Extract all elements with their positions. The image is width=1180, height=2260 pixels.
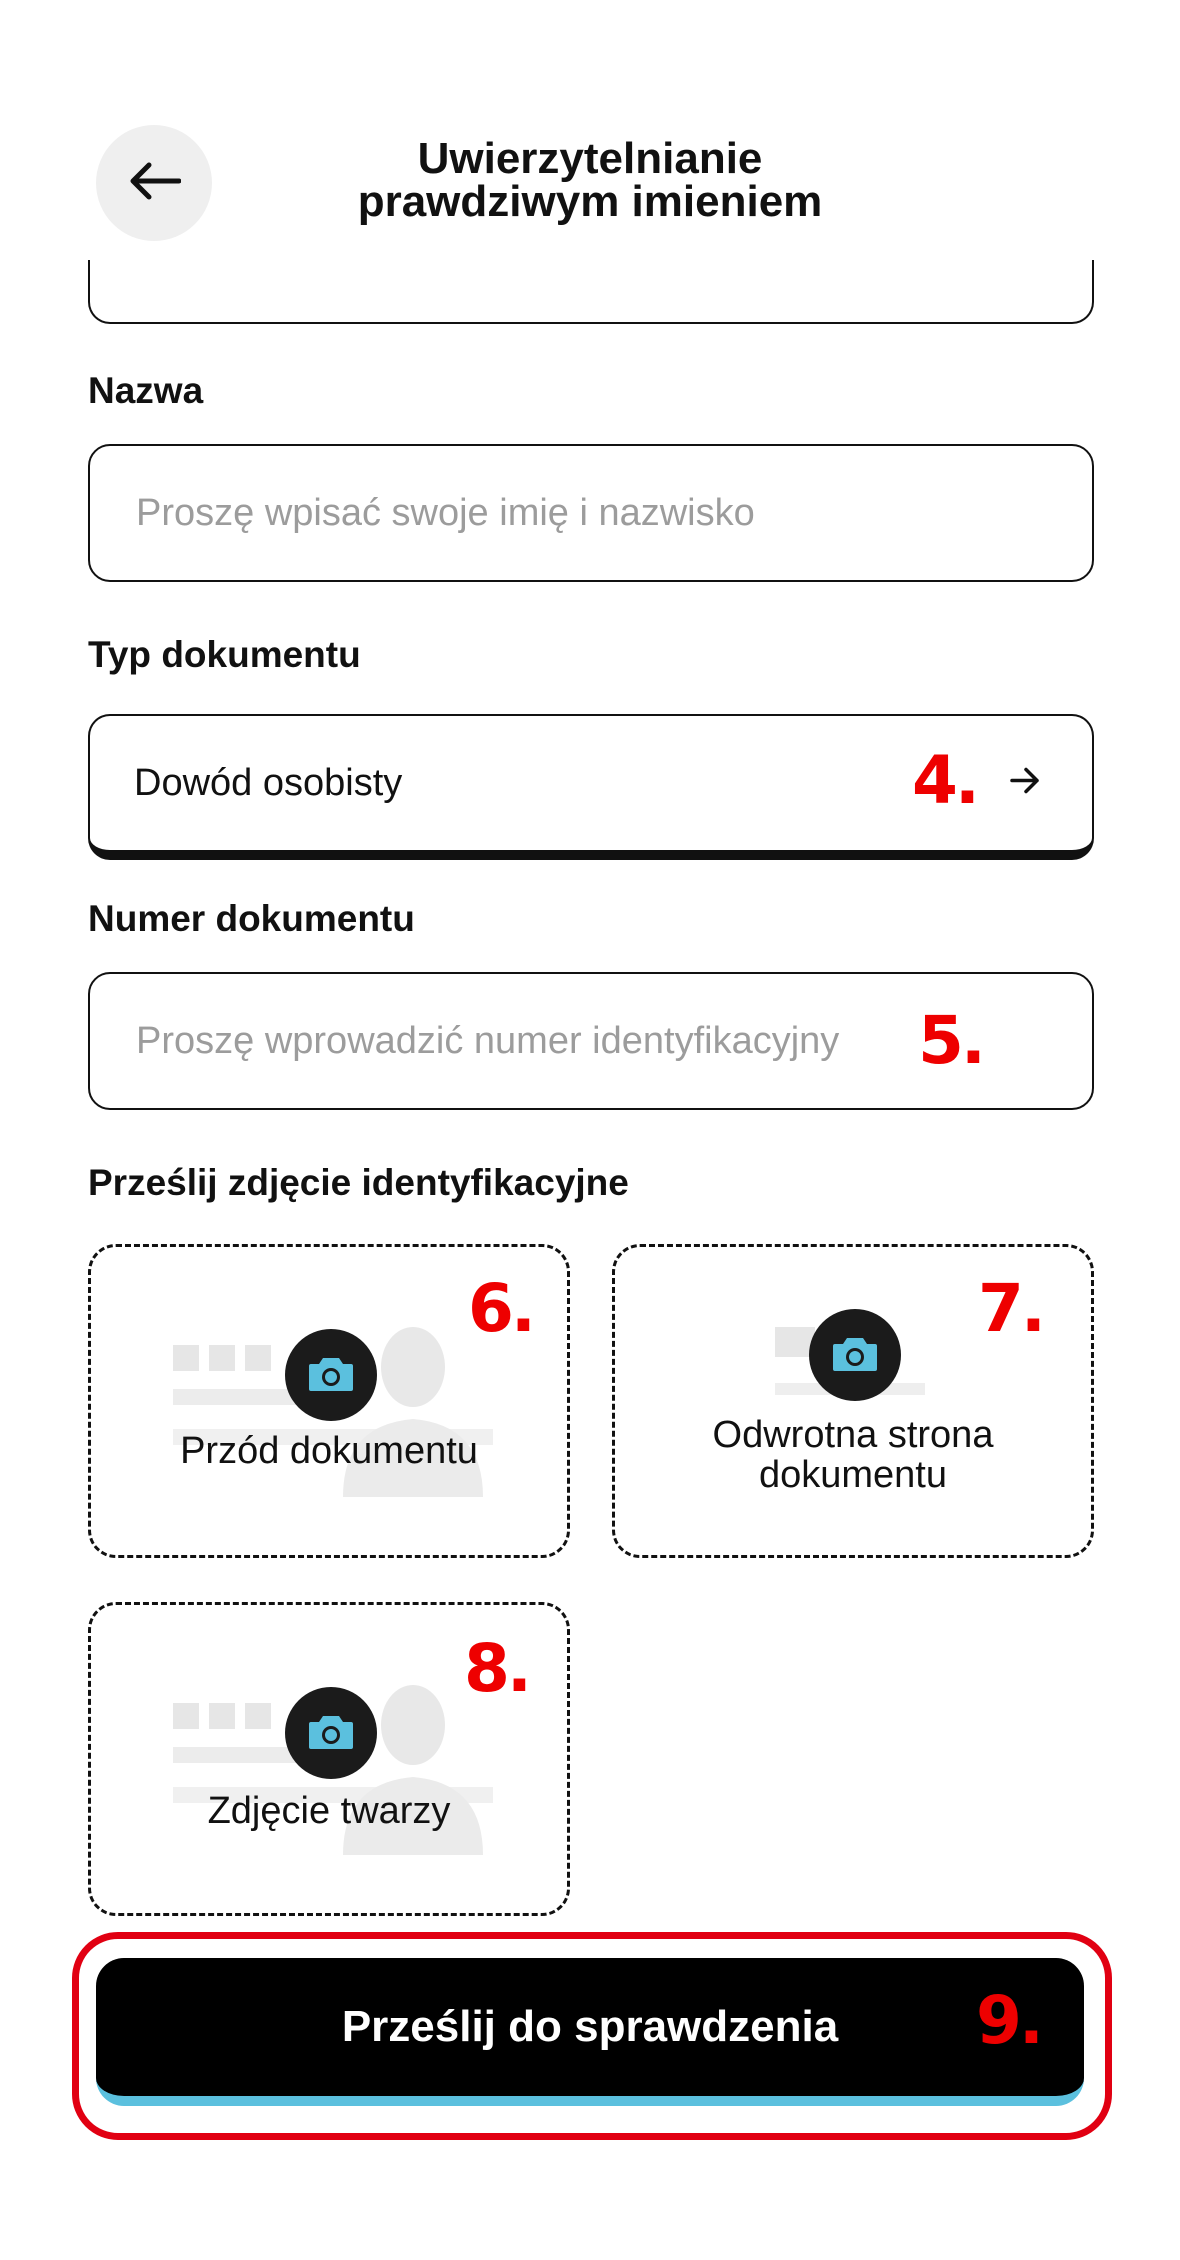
upload-front-label: Przód dokumentu (180, 1430, 478, 1472)
annotation-5: 5. (918, 1002, 983, 1079)
title-line-2: prawdziwym imieniem (357, 177, 823, 226)
arrow-right-icon (1010, 768, 1040, 799)
camera-button[interactable] (809, 1309, 901, 1401)
camera-icon (308, 1354, 354, 1397)
camera-button[interactable] (285, 1687, 377, 1779)
upload-face-label: Zdjęcie twarzy (207, 1790, 451, 1832)
document-number-placeholder: Proszę wprowadzić numer identyfikacyjny (136, 1019, 840, 1062)
upload-label: Prześlij zdjęcie identyfikacyjne (88, 1162, 629, 1203)
name-input[interactable] (88, 444, 1094, 582)
name-label: Nazwa (88, 370, 204, 411)
document-type-label: Typ dokumentu (88, 634, 361, 675)
annotation-9: 9. (976, 1982, 1041, 2059)
name-placeholder: Proszę wpisać swoje imię i nazwisko (136, 491, 755, 534)
upload-back-label-line-2: dokumentu (758, 1454, 947, 1496)
back-button[interactable] (96, 125, 212, 241)
annotation-8: 8. (464, 1630, 529, 1707)
page-title (290, 134, 890, 226)
upload-back-label-line-1: Odwrotna strona (712, 1414, 994, 1456)
annotation-6: 6. (468, 1270, 533, 1347)
upload-back-label (615, 1415, 1091, 1495)
title-line-1: Uwierzytelnianie (417, 134, 763, 183)
header (0, 0, 1180, 260)
camera-icon (308, 1712, 354, 1755)
annotation-4: 4. (912, 742, 977, 819)
annotation-7: 7. (978, 1270, 1043, 1347)
submit-label: Prześlij do sprawdzenia (341, 2002, 839, 2051)
document-number-label: Numer dokumentu (88, 898, 415, 939)
submit-button[interactable] (96, 1958, 1084, 2106)
camera-icon (832, 1334, 878, 1377)
document-type-value: Dowód osobisty (134, 761, 403, 804)
camera-button[interactable] (285, 1329, 377, 1421)
arrow-left-icon (127, 161, 181, 206)
